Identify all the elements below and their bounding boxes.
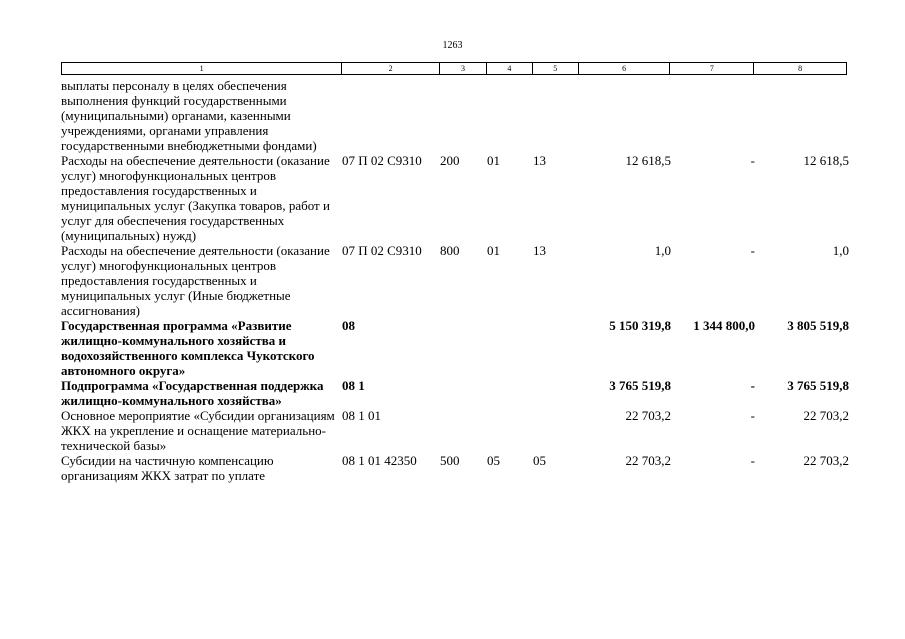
column-header-row	[61, 62, 847, 75]
row-code: 07 П 02 С9310	[342, 153, 422, 168]
column-header: 3	[440, 63, 487, 74]
row-col6: 22 703,2	[625, 453, 671, 468]
row-col7	[671, 78, 755, 153]
row-code: 08	[342, 318, 355, 333]
row-col4	[487, 378, 533, 408]
row-code: 07 П 02 С9310	[342, 243, 422, 258]
row-col4	[487, 408, 533, 453]
table-row	[61, 153, 851, 243]
row-col5	[533, 78, 579, 153]
column-header: 1	[62, 63, 342, 74]
row-col8: 22 703,2	[803, 408, 849, 423]
row-code: 08 1 01 42350	[342, 453, 417, 468]
row-col4: 01	[487, 243, 500, 258]
row-col4: 01	[487, 153, 500, 168]
row-col7: -	[750, 378, 755, 393]
table-row	[61, 378, 851, 408]
row-col8: 12 618,5	[803, 153, 849, 168]
row-col6: 3 765 519,8	[609, 378, 671, 393]
column-header: 2	[342, 63, 440, 74]
column-header: 4	[487, 63, 533, 74]
budget-table	[61, 78, 851, 483]
table-row	[61, 408, 851, 453]
row-col3	[440, 378, 487, 408]
row-col7: -	[750, 408, 755, 423]
table-row	[61, 78, 851, 153]
row-code	[342, 78, 440, 153]
row-col5	[533, 408, 579, 453]
row-col8: 1,0	[832, 243, 849, 258]
row-code: 08 1 01	[342, 408, 381, 423]
row-description: Государственная программа «Развитие жилищно-коммунального хозяйства и водохозяйственного комплекса Чукотского автономного округа»	[61, 318, 315, 378]
row-col5	[533, 318, 579, 378]
table-row	[61, 453, 851, 483]
row-description: выплаты персоналу в целях обеспечения выполнения функций государственными (муниципальными) органами, казенными учреждениями, органами управления государственными внебюджетными фондами)	[61, 78, 317, 153]
page-number: 1263	[442, 40, 463, 51]
row-col5	[533, 378, 579, 408]
table-row	[61, 318, 851, 378]
row-col3: 800	[440, 243, 460, 258]
row-col3	[440, 78, 487, 153]
row-code: 08 1	[342, 378, 365, 393]
row-col7: -	[750, 153, 755, 168]
column-header: 6	[579, 63, 671, 74]
row-col7: -	[750, 243, 755, 258]
column-header: 7	[670, 63, 754, 74]
row-col3: 500	[440, 453, 460, 468]
row-col7: 1 344 800,0	[693, 318, 755, 333]
row-col6: 22 703,2	[625, 408, 671, 423]
row-col4: 05	[487, 453, 500, 468]
row-col4	[487, 78, 533, 153]
row-description: Расходы на обеспечение деятельности (оказание услуг) многофункциональных центров предоставления государственных и муниципальных услуг (Закупка товаров, работ и услуг для обеспечения государственных (муниципальных) нужд)	[61, 153, 330, 243]
row-col5: 13	[533, 153, 546, 168]
row-col6: 5 150 319,8	[609, 318, 671, 333]
table-row	[61, 243, 851, 318]
row-col7: -	[750, 453, 755, 468]
row-col4	[487, 318, 533, 378]
row-col8: 3 765 519,8	[787, 378, 849, 393]
column-header: 5	[533, 63, 579, 74]
row-col8: 22 703,2	[803, 453, 849, 468]
column-header: 8	[798, 64, 803, 73]
row-description: Расходы на обеспечение деятельности (оказание услуг) многофункциональных центров предоставления государственных и муниципальных услуг (Иные бюджетные ассигнования)	[61, 243, 330, 318]
row-col6: 1,0	[654, 243, 671, 258]
row-col3	[440, 408, 487, 453]
row-description: Основное мероприятие «Субсидии организациям ЖКХ на укрепление и оснащение материально-технической базы»	[61, 408, 335, 453]
row-col6	[579, 78, 671, 153]
row-col3: 200	[440, 153, 460, 168]
row-description: Подпрограмма «Государственная поддержка жилищно-коммунального хозяйства»	[61, 378, 324, 408]
row-description: Субсидии на частичную компенсацию организациям ЖКХ затрат по уплате	[61, 453, 274, 483]
row-col8	[755, 78, 849, 153]
row-col6: 12 618,5	[625, 153, 671, 168]
row-col5: 13	[533, 243, 546, 258]
row-col5: 05	[533, 453, 546, 468]
row-col8: 3 805 519,8	[787, 318, 849, 333]
row-col3	[440, 318, 487, 378]
